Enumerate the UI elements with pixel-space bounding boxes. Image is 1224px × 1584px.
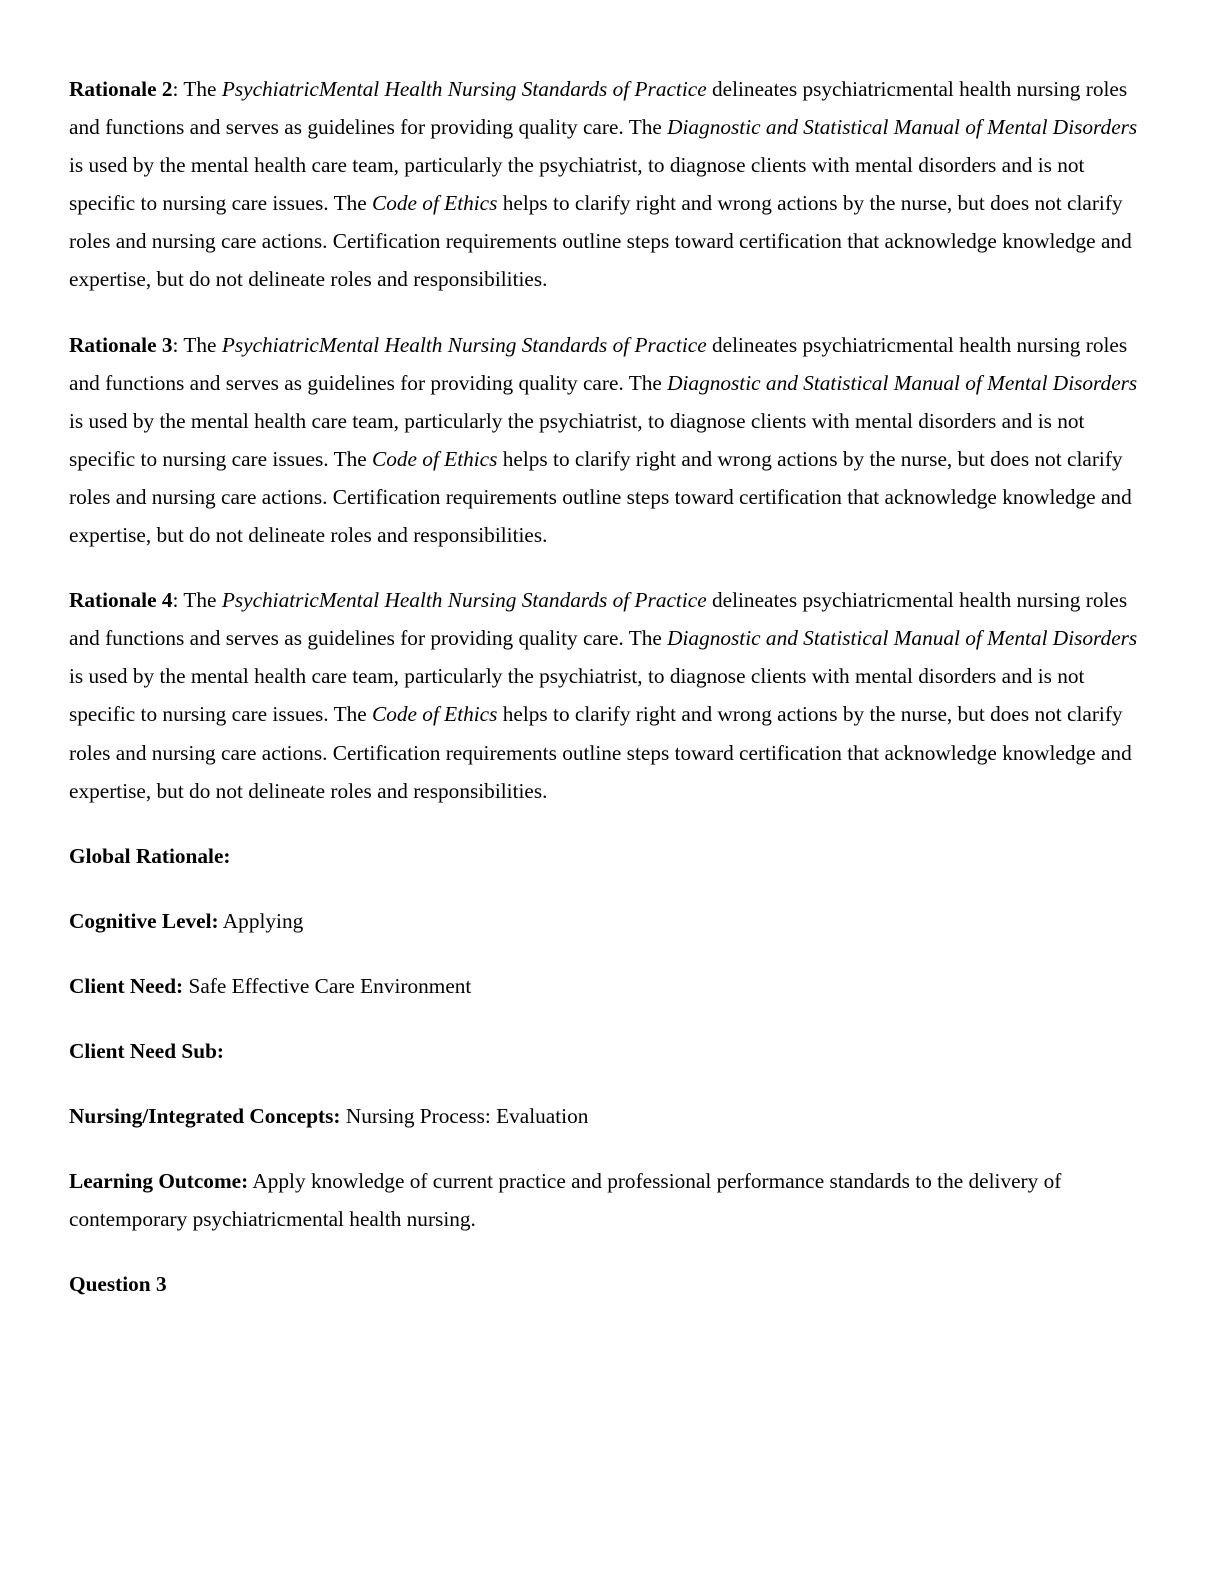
nursing-concepts-value: Nursing Process: Evaluation	[340, 1104, 589, 1129]
rationale-text: delineates psychiatricmental health nursing roles and functions and serves as guidelines for providing quality care. The	[69, 77, 1128, 140]
nursing-concepts-label: Nursing/Integrated Concepts:	[69, 1104, 341, 1129]
rationale-text: delineates psychiatricmental health nursing roles and functions and serves as guidelines for providing quality care. The	[69, 588, 1128, 651]
client-need-value: Safe Effective Care Environment	[183, 973, 472, 998]
rationale-text: : The	[172, 588, 222, 613]
rationale-text: : The	[172, 77, 222, 101]
rationale-text: helps to clarify right and wrong actions by the nurse, but does not clarify roles and nursing care actions. Certification requirements outline steps toward certification that acknowledge knowledge and expertise, but do not delineate roles and responsibilities.	[69, 191, 1132, 292]
client-need	[69, 967, 1139, 1005]
cognitive-level	[69, 902, 1139, 940]
rationale-2-paragraph	[69, 70, 1139, 299]
code-of-ethics-title: Code of Ethics	[372, 702, 498, 727]
learning-outcome-value: Apply knowledge of current practice and professional performance standards to the delivery of contemporary psychiatricmental health nursing.	[69, 1169, 1062, 1232]
question-heading	[69, 1265, 1139, 1303]
rationale-text: helps to clarify right and wrong actions by the nurse, but does not clarify roles and nursing care actions. Certification requirements outline steps toward certification that acknowledge knowledge and expertise, but do not delineate roles and responsibilities.	[69, 702, 1132, 803]
code-of-ethics-title: Code of Ethics	[372, 191, 498, 216]
learning-outcome-label: Learning Outcome:	[69, 1169, 249, 1194]
rationale-4-paragraph	[69, 581, 1139, 810]
cognitive-level-value: Applying	[218, 908, 304, 933]
standards-title: PsychiatricMental Health Nursing Standards of Practice	[221, 77, 707, 101]
dsm-title: Diagnostic and Statistical Manual of Mental Disorders	[667, 115, 1138, 140]
rationale-text: helps to clarify right and wrong actions by the nurse, but does not clarify roles and nursing care actions. Certification requirements outline steps toward certification that acknowledge knowledge and expertise, but do not delineate roles and responsibilities.	[69, 446, 1132, 548]
rationale-label: Rationale 2	[69, 77, 173, 101]
global-rationale-label: Global Rationale:	[69, 843, 231, 868]
document-page	[69, 70, 1139, 1330]
client-need-sub	[69, 1032, 1139, 1070]
standards-title: PsychiatricMental Health Nursing Standards of Practice	[221, 588, 707, 613]
nursing-integrated-concepts	[69, 1097, 1139, 1135]
rationale-label: Rationale 3	[69, 332, 173, 357]
question-label: Question 3	[69, 1272, 167, 1297]
client-need-label: Client Need:	[69, 973, 184, 998]
rationale-text: : The	[172, 332, 222, 357]
rationale-text: is used by the mental health care team, particularly the psychiatrist, to diagnose clients with mental disorders and is not specific to nursing care issues. The	[69, 408, 1085, 471]
rationale-text: delineates psychiatricmental health nursing roles and functions and serves as guidelines for providing quality care. The	[69, 332, 1128, 395]
learning-outcome	[69, 1162, 1139, 1238]
dsm-title: Diagnostic and Statistical Manual of Mental Disorders	[667, 370, 1138, 395]
client-need-sub-label: Client Need Sub:	[69, 1038, 225, 1063]
global-rationale	[69, 837, 1139, 875]
code-of-ethics-title: Code of Ethics	[372, 446, 498, 471]
rationale-3-paragraph	[69, 326, 1139, 555]
dsm-title: Diagnostic and Statistical Manual of Mental Disorders	[667, 626, 1138, 651]
standards-title: PsychiatricMental Health Nursing Standards of Practice	[221, 332, 707, 357]
rationale-text: is used by the mental health care team, particularly the psychiatrist, to diagnose clients with mental disorders and is not specific to nursing care issues. The	[69, 664, 1085, 727]
cognitive-level-label: Cognitive Level:	[69, 908, 219, 933]
rationale-text: is used by the mental health care team, particularly the psychiatrist, to diagnose clients with mental disorders and is not specific to nursing care issues. The	[69, 153, 1085, 216]
rationale-label: Rationale 4	[69, 588, 173, 613]
